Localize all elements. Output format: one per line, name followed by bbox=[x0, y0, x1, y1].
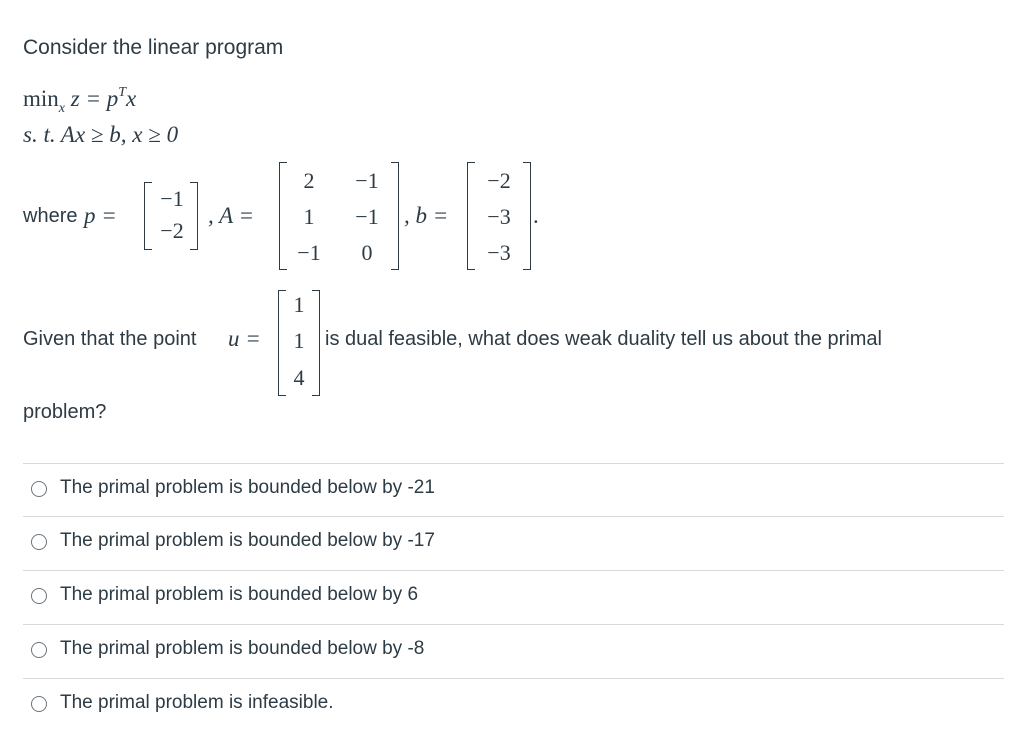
b-vector bbox=[467, 162, 531, 270]
objective-line bbox=[23, 85, 137, 116]
option-label: The primal problem is bounded below by -8 bbox=[60, 638, 425, 659]
b-left-bracket bbox=[467, 162, 475, 270]
radio-button[interactable] bbox=[31, 696, 47, 712]
p-vector bbox=[144, 182, 198, 250]
radio-button[interactable] bbox=[31, 481, 47, 497]
u-label: u = bbox=[228, 326, 261, 351]
answer-option-5[interactable] bbox=[23, 679, 1004, 729]
constraints-line: s. t. Ax ≥ b, x ≥ 0 bbox=[23, 122, 179, 147]
p-label: p = bbox=[84, 203, 117, 228]
objective-x: x bbox=[126, 86, 137, 111]
where-label: where bbox=[23, 205, 78, 227]
answer-option-4[interactable] bbox=[23, 625, 1004, 675]
radio-button[interactable] bbox=[31, 534, 47, 550]
question-intro: Consider the linear program bbox=[23, 36, 284, 59]
objective-lhs: z = bbox=[70, 86, 101, 111]
A-entry: 0 bbox=[361, 240, 373, 265]
objective-p: p bbox=[106, 86, 119, 111]
A-entry: 1 bbox=[303, 204, 315, 229]
A-matrix bbox=[279, 162, 399, 270]
p-entry: −2 bbox=[160, 218, 184, 243]
answer-option-2[interactable] bbox=[23, 517, 1004, 567]
option-label: The primal problem is bounded below by 6 bbox=[60, 584, 419, 605]
option-label: The primal problem is bounded below by -17 bbox=[60, 530, 435, 551]
radio-button[interactable] bbox=[31, 642, 47, 658]
A-left-bracket bbox=[279, 162, 287, 270]
u-entry: 1 bbox=[293, 328, 305, 353]
min-operator: min bbox=[23, 86, 59, 111]
A-entry: −1 bbox=[355, 204, 379, 229]
radio-button[interactable] bbox=[31, 588, 47, 604]
b-label: , b = bbox=[404, 203, 449, 228]
A-label: , A = bbox=[208, 203, 254, 228]
A-entry: −1 bbox=[355, 168, 379, 193]
transpose-superscript: T bbox=[118, 85, 127, 100]
u-entry: 4 bbox=[293, 365, 305, 390]
u-vector bbox=[278, 290, 320, 396]
given-suffix: is dual feasible, what does weak duality tell us about the primal bbox=[325, 328, 882, 350]
b-entry: −3 bbox=[487, 204, 511, 229]
b-entry: −2 bbox=[487, 168, 511, 193]
answer-option-1[interactable] bbox=[23, 464, 1004, 514]
option-label: The primal problem is infeasible. bbox=[60, 692, 334, 713]
b-entry: −3 bbox=[487, 240, 511, 265]
A-entry: −1 bbox=[297, 240, 321, 265]
b-right-bracket bbox=[523, 162, 531, 270]
u-entry: 1 bbox=[293, 292, 305, 317]
p-entry: −1 bbox=[160, 186, 184, 211]
option-label: The primal problem is bounded below by -21 bbox=[60, 477, 435, 498]
given-end: problem? bbox=[23, 401, 107, 423]
A-right-bracket bbox=[391, 162, 399, 270]
given-prefix: Given that the point bbox=[23, 328, 197, 350]
b-period: . bbox=[533, 203, 539, 228]
A-entry: 2 bbox=[303, 168, 315, 193]
p-left-bracket bbox=[144, 182, 152, 250]
min-subscript: x bbox=[58, 101, 65, 116]
answer-option-3[interactable] bbox=[23, 571, 1004, 621]
